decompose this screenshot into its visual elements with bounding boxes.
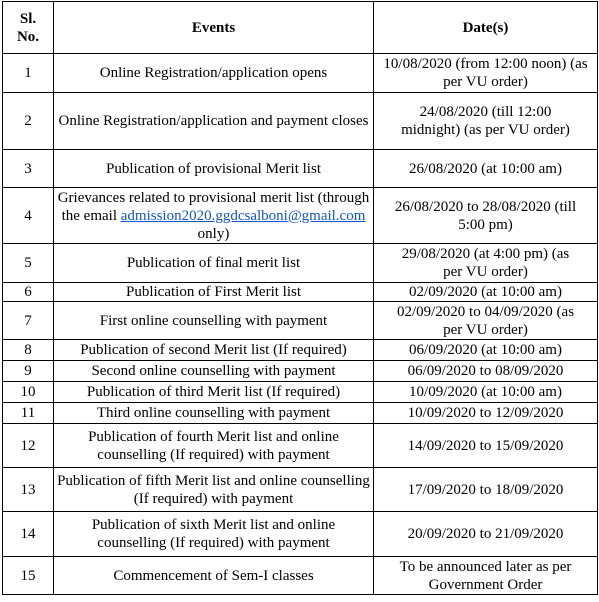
event-cell: Publication of second Merit list (If required) [54,340,374,361]
date-cell: 02/09/2020 to 04/09/2020 (as per VU order) [374,302,598,340]
event-cell: Second online counselling with payment [54,361,374,382]
event-cell: Publication of fourth Merit list and online counselling (If required) with payment [54,424,374,468]
header-sl-no: Sl. No. [3,2,54,54]
table-row [3,557,598,595]
table-row [3,283,598,302]
sl-cell: 2 [3,93,54,150]
date-cell: To be announced later as per Government Order [374,557,598,595]
sl-cell: 13 [3,468,54,512]
sl-cell: 11 [3,403,54,424]
sl-cell: 8 [3,340,54,361]
table-row [3,54,598,93]
table-row [3,424,598,468]
table-row [3,512,598,557]
event-cell: Publication of provisional Merit list [54,150,374,188]
admission-schedule-table [2,1,598,595]
table-row [3,382,598,403]
table-row [3,150,598,188]
table-row [3,468,598,512]
table-row [3,361,598,382]
date-cell: 10/08/2020 (from 12:00 noon) (as per VU order) [374,54,598,93]
date-cell: 10/09/2020 (at 10:00 am) [374,382,598,403]
date-cell: 24/08/2020 (till 12:00 midnight) (as per VU order) [374,93,598,150]
event-cell: Third online counselling with payment [54,403,374,424]
sl-cell: 4 [3,188,54,244]
table-row [3,302,598,340]
sl-cell: 3 [3,150,54,188]
sl-cell: 14 [3,512,54,557]
header-dates: Date(s) [374,2,598,54]
header-events: Events [54,2,374,54]
date-cell: 26/08/2020 to 28/08/2020 (till 5:00 pm) [374,188,598,244]
date-cell: 14/09/2020 to 15/09/2020 [374,424,598,468]
date-cell: 10/09/2020 to 12/09/2020 [374,403,598,424]
event-cell: Commencement of Sem-I classes [54,557,374,595]
date-cell: 20/09/2020 to 21/09/2020 [374,512,598,557]
sl-cell: 12 [3,424,54,468]
date-cell: 17/09/2020 to 18/09/2020 [374,468,598,512]
event-cell: Publication of First Merit list [54,283,374,302]
event-cell: First online counselling with payment [54,302,374,340]
sl-cell: 15 [3,557,54,595]
event-cell [54,188,374,244]
date-cell: 29/08/2020 (at 4:00 pm) (as per VU order) [374,244,598,283]
sl-cell: 6 [3,283,54,302]
table-row [3,244,598,283]
event-cell: Publication of sixth Merit list and online counselling (If required) with payment [54,512,374,557]
table-row [3,188,598,244]
table-row [3,93,598,150]
table-row [3,403,598,424]
event-cell: Online Registration/application and payment closes [54,93,374,150]
sl-cell: 1 [3,54,54,93]
date-cell: 06/09/2020 to 08/09/2020 [374,361,598,382]
sl-cell: 9 [3,361,54,382]
event-cell: Online Registration/application opens [54,54,374,93]
sl-cell: 7 [3,302,54,340]
sl-cell: 5 [3,244,54,283]
event-cell: Publication of fifth Merit list and online counselling (If required) with payment [54,468,374,512]
header-row [3,2,598,54]
date-cell: 02/09/2020 (at 10:00 am) [374,283,598,302]
date-cell: 06/09/2020 (at 10:00 am) [374,340,598,361]
event-text: Grievances related to provisional merit list (through the email [57,189,370,224]
event-cell: Publication of final merit list [54,244,374,283]
sl-cell: 10 [3,382,54,403]
email-link[interactable]: admission2020.ggdcsalboni@gmail.com [120,207,366,224]
event-cell: Publication of third Merit list (If required) [54,382,374,403]
event-text-suffix: only) [197,225,230,242]
date-cell: 26/08/2020 (at 10:00 am) [374,150,598,188]
table-row [3,340,598,361]
